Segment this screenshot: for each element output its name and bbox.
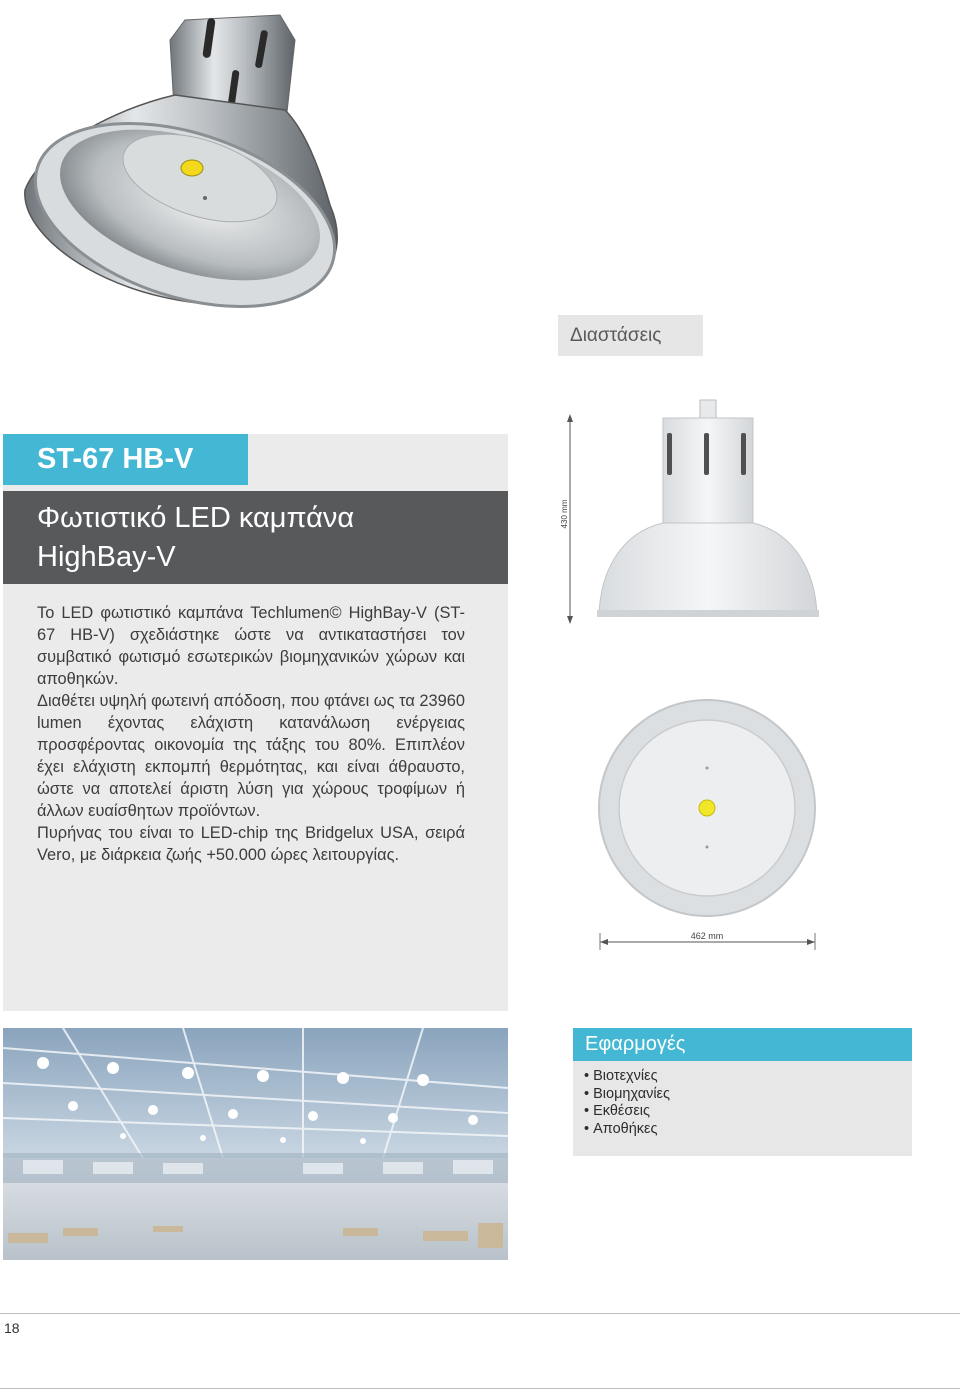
description-paragraph: Το LED φωτιστικό καμπάνα Techlumen© HighBay-V (ST-67 HB-V) σχεδιάστηκε ώστε να αντικαταστήσει τον συμβατικό φωτισμό εσωτερικών βιομηχανικών χώρων και αποθηκών. bbox=[37, 604, 465, 688]
applications-list bbox=[584, 1068, 670, 1138]
bottom-view-drawing bbox=[590, 695, 830, 955]
footer-divider bbox=[0, 1313, 960, 1314]
list-item: • Αποθήκες bbox=[584, 1121, 670, 1139]
description-paragraph: Διαθέτει υψηλή φωτεινή απόδοση, που φτάνει ως τα 23960 lumen έχοντας ελάχιστη κατανάλωση ενέργειας προσφέροντας οικονομία της τάξης του 80%. Επιπλέον έχει ελάχιστη εκπομπή θερμότητας, και είναι άθραυστο, ώστε να αποτελεί άριστη λύση για χώρους τροφίμων ή άλλων ευαίσθητων προϊόντων. bbox=[37, 692, 465, 820]
description-paragraph: Πυρήνας του είναι το LED-chip της Bridgelux USA, σειρά Vero, με διάρκεια ζωής +50.000 ώρες λειτουργίας. bbox=[37, 824, 465, 864]
height-dimension-label: 430 mm bbox=[560, 499, 569, 529]
list-item: • Βιομηχανίες bbox=[584, 1086, 670, 1104]
led-chip bbox=[699, 800, 715, 816]
product-title-line: Φωτιστικό LED καμπάνα bbox=[37, 502, 355, 534]
footer-divider bbox=[0, 1388, 960, 1389]
page-number: 18 bbox=[4, 1320, 20, 1336]
product-description bbox=[37, 602, 465, 866]
list-item: • Βιοτεχνίες bbox=[584, 1068, 670, 1086]
product-title-line: HighBay-V bbox=[37, 541, 176, 573]
product-photo bbox=[0, 0, 360, 320]
side-view-drawing bbox=[555, 398, 835, 628]
model-code: ST-67 HB-V bbox=[3, 434, 248, 485]
warehouse-photo bbox=[3, 1028, 508, 1260]
dimensions-heading: Διαστάσεις bbox=[558, 315, 703, 356]
product-title bbox=[3, 491, 508, 584]
applications-title: Εφαρμογές bbox=[573, 1028, 912, 1061]
width-dimension-label: 462 mm bbox=[690, 931, 724, 941]
list-item: • Εκθέσεις bbox=[584, 1103, 670, 1121]
